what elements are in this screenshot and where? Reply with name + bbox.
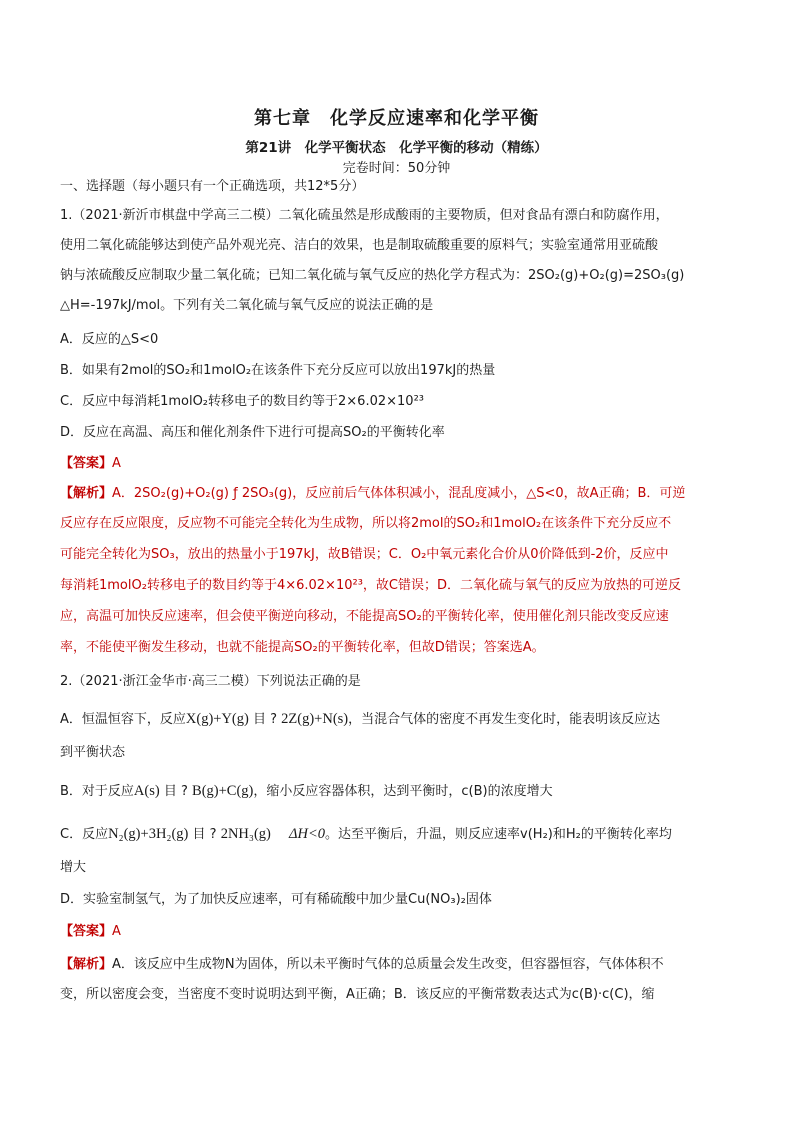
q2-answer [60, 922, 121, 942]
q1-answer [60, 454, 121, 474]
chapter-title: 第七章 化学反应速率和化学平衡 [254, 108, 539, 129]
analysis-label: 【解析】 [60, 957, 113, 972]
q1-stem-line2: 使用二氧化硫能够达到使产品外观光亮、洁白的效果，也是制取硫酸重要的原料气；实验室通常用亚硫酸 [60, 238, 659, 253]
equation: 2Z(g)+N(s) [281, 711, 349, 727]
option-text: ，缩小反应容器体积，达到平衡时，c(B)的浓度增大 [253, 784, 553, 799]
q2-analysis-line1 [60, 955, 664, 975]
q1-option-c: C．反应中每消耗1molO₂转移电子的数目约等于2×6.02×10²³ [60, 394, 424, 409]
equation: 2NH₃(g) [220, 826, 271, 842]
q2-option-b [60, 781, 553, 802]
q2-option-a-cont: 到平衡状态 [60, 745, 126, 760]
equilibrium-arrow: 目 ? [252, 712, 278, 727]
q1-analysis-line1 [60, 484, 685, 504]
q2-stem: 2.（2021·浙江金华市·高三二模）下列说法正确的是 [60, 674, 361, 689]
q1-stem-line3: 钠与浓硫酸反应制取少量二氧化硫；已知二氧化硫与氧气反应的热化学方程式为：2SO₂(g)+O₂(g)=2SO₃(g) [60, 268, 685, 283]
section-heading: 一、选择题（每小题只有一个正确选项，共12*5分） [60, 179, 365, 194]
option-text: C．反应 [60, 827, 109, 842]
answer-value: A [112, 924, 121, 939]
q2-option-c-cont: 增大 [60, 860, 87, 875]
q2-option-c [60, 824, 672, 845]
analysis-text: A．2SO₂(g)+O₂(g) ƒ 2SO₃(g)，反应前后气体体积减小，混乱度减小，△S<0，故A正确；B．可逆 [112, 486, 686, 501]
equation: X(g)+Y(g) [185, 711, 249, 727]
equation: N₂(g)+3H₂(g) [108, 826, 189, 842]
q1-option-d: D．反应在高温、高压和催化剂条件下进行可提高SO₂的平衡转化率 [60, 425, 445, 440]
q2-option-d: D．实验室制氢气，为了加快反应速率，可有稀硫酸中加少量Cu(NO₃)₂固体 [60, 892, 492, 907]
analysis-text: A．该反应中生成物N为固体，所以未平衡时气体的总质量会发生改变，但容器恒容，气体体积不 [112, 957, 664, 972]
option-text: A．恒温恒容下，反应 [60, 712, 186, 727]
option-text: B．对于反应 [60, 784, 134, 799]
q1-analysis-line4: 每消耗1molO₂转移电子的数目约等于4×6.02×10²³，故C错误；D．二氧化硫与氧气的反应为放热的可逆反 [60, 578, 681, 593]
option-text: 。达至平衡后，升温，则反应速率v(H₂)和H₂的平衡转化率均 [325, 827, 672, 842]
answer-label: 【答案】 [60, 456, 113, 471]
q1-analysis-line6: 率，不能使平衡发生移动，也就不能提高SO₂的平衡转化率，但故D错误；答案选A。 [60, 640, 545, 655]
option-text: ，当混合气体的密度不再发生变化时，能表明该反应达 [348, 712, 661, 727]
enthalpy-condition: ΔH<0 [289, 826, 326, 842]
q1-option-b: B．如果有2mol的SO₂和1molO₂在该条件下充分反应可以放出197kJ的热量 [60, 363, 496, 378]
lesson-subtitle: 第21讲 化学平衡状态 化学平衡的移动（精练） [245, 140, 548, 156]
equilibrium-arrow: 目 ? [163, 784, 188, 799]
q1-option-a: A．反应的△S<0 [60, 332, 159, 347]
q1-stem-line1: 1.（2021·新沂市棋盘中学高三二模）二氧化硫虽然是形成酸雨的主要物质，但对食品有漂白和防腐作用， [60, 208, 669, 223]
q2-analysis-line2: 变，所以密度会变，当密度不变时说明达到平衡，A正确；B．该反应的平衡常数表达式为c(B)·c(C)，缩 [60, 987, 655, 1002]
analysis-label: 【解析】 [60, 486, 113, 501]
equation: A(s) [133, 783, 160, 799]
q1-analysis-line3: 可能完全转化为SO₃，放出的热量小于197kJ，故B错误；C．O₂中氧元素化合价从0价降低到-2价，反应中 [60, 547, 669, 562]
q1-analysis-line2: 反应存在反应限度，反应物不可能完全转化为生成物，所以将2mol的SO₂和1molO₂在该条件下充分反应不 [60, 516, 672, 531]
equation: B(g)+C(g) [192, 783, 254, 799]
answer-label: 【答案】 [60, 924, 113, 939]
answer-value: A [112, 456, 121, 471]
exam-time: 完卷时间：50分钟 [342, 161, 451, 176]
q1-stem-line4: △H=-197kJ/mol。下列有关二氧化硫与氧气反应的说法正确的是 [60, 298, 434, 313]
q2-option-a [60, 709, 660, 730]
equilibrium-arrow: 目 ? [192, 827, 217, 842]
q1-analysis-line5: 应，高温可加快反应速率，但会使平衡逆向移动，不能提高SO₂的平衡转化率，使用催化剂只能改变反应速 [60, 609, 669, 624]
